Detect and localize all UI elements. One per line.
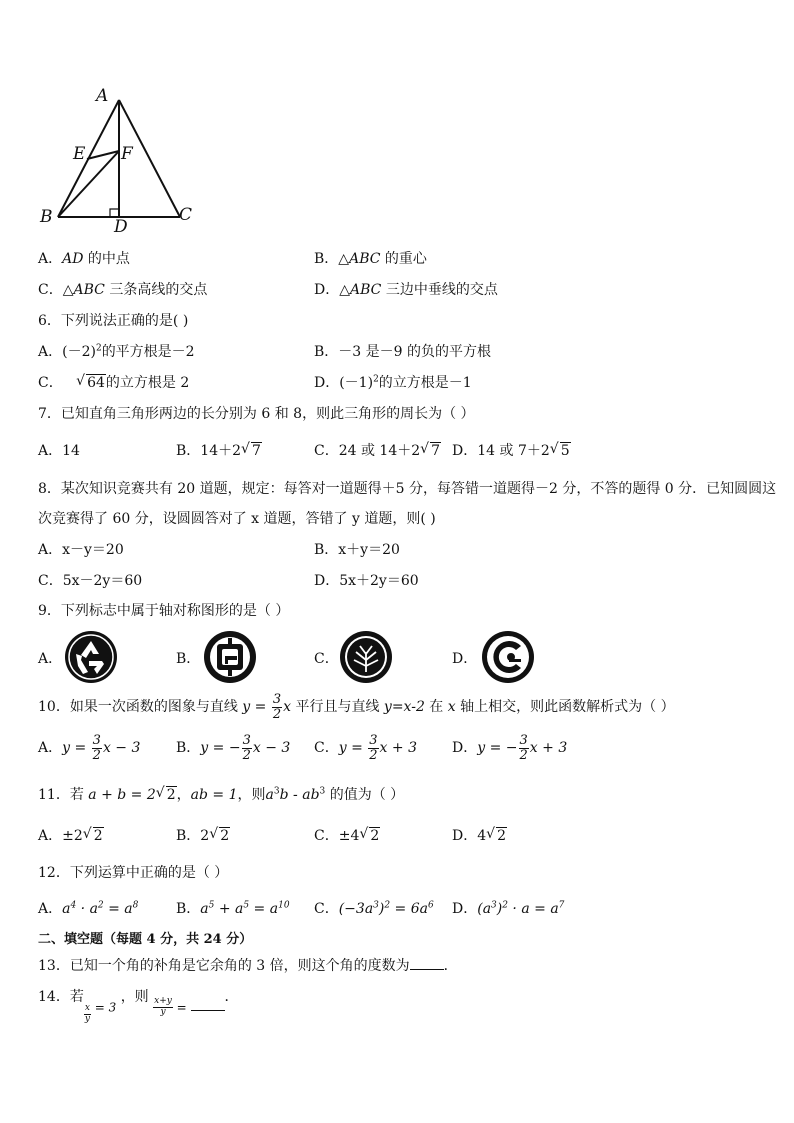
- denominator: y: [84, 1013, 90, 1024]
- option-label: D．: [452, 901, 478, 917]
- option-text: 的立方根是－1: [378, 375, 472, 391]
- figure-label-c: C: [179, 205, 193, 225]
- radicand: 2: [497, 828, 507, 844]
- stem-text: 的值为（ ）: [325, 787, 405, 803]
- q12-option-a: [38, 902, 138, 916]
- q12-option-d: [452, 902, 564, 916]
- exponent: 7: [558, 900, 565, 911]
- sqrt-symbol: [421, 444, 441, 458]
- radicand: 7: [431, 443, 441, 459]
- option-text: D．14 或 7＋2: [452, 443, 550, 459]
- sqrt-symbol: [242, 444, 262, 458]
- option-math: a: [62, 901, 71, 917]
- stem-text: 平行且与直线: [291, 699, 384, 716]
- radicand: 5: [560, 443, 570, 459]
- option-label: C．: [38, 375, 63, 391]
- stem-text: ．: [224, 989, 239, 1005]
- stem-math: x: [283, 699, 292, 716]
- q11-option-d: [452, 829, 507, 843]
- q5-option-b: [314, 252, 427, 266]
- q6-stem: 6．下列说法正确的是( ): [38, 313, 189, 329]
- stem-math: = 3: [90, 1000, 117, 1015]
- option-math: ): [496, 901, 503, 917]
- answer-blank[interactable]: [410, 968, 444, 970]
- option-math: · a: [76, 901, 98, 917]
- exponent: 2: [502, 900, 508, 911]
- option-text: C．±4: [314, 828, 360, 844]
- q11-option-c: [314, 829, 380, 843]
- option-math: ): [378, 901, 385, 917]
- figure-label-f: F: [121, 144, 133, 164]
- stem-text: ．: [443, 958, 458, 974]
- c-shape-logo: [481, 630, 535, 684]
- exponent: 3: [491, 900, 497, 911]
- q7-option-c: [314, 444, 441, 458]
- option-math: y =: [62, 740, 91, 757]
- option-text: 的中点: [83, 251, 130, 267]
- radicand: 2: [370, 828, 380, 844]
- exponent: 8: [132, 900, 139, 911]
- stem-text: 11．若: [38, 787, 89, 803]
- sqrt-symbol: [77, 376, 106, 390]
- fraction: [242, 734, 252, 762]
- q5-option-c: [38, 283, 207, 297]
- figure-label-e: E: [73, 144, 86, 164]
- option-label: B．: [314, 251, 339, 267]
- option-math: = 6a: [390, 901, 428, 917]
- option-label: A．: [38, 740, 63, 757]
- recycling-logo: [64, 630, 118, 684]
- stem-math: x: [447, 699, 456, 716]
- q12-option-b: [176, 902, 290, 916]
- option-math: = a: [103, 901, 133, 917]
- option-math: y = −: [200, 740, 241, 757]
- q5-option-d: [314, 283, 498, 297]
- denominator: 2: [242, 747, 251, 763]
- q10-stem: [38, 693, 675, 721]
- q9-option-a-label: A．: [38, 651, 63, 667]
- stem-math: y=x-2: [383, 699, 425, 716]
- stem-math: =: [172, 1000, 191, 1015]
- q7-option-a: A．14: [38, 443, 80, 459]
- exponent: 10: [278, 900, 290, 911]
- q12-option-c: [314, 902, 434, 916]
- option-label: D．: [314, 282, 340, 298]
- exponent: 5: [208, 900, 215, 911]
- option-text: C．24 或 14＋2: [314, 443, 421, 459]
- q11-option-b: [176, 829, 230, 843]
- fraction: [153, 997, 173, 1018]
- q6-option-c: [38, 376, 189, 390]
- q8-option-b: B．x＋y＝20: [314, 542, 400, 558]
- stem-text: 14．若: [38, 989, 84, 1005]
- q6-option-a: [38, 345, 195, 359]
- denominator: 2: [369, 747, 378, 763]
- stem-text: 轴上相交，则此函数解析式为（ ）: [455, 699, 675, 716]
- option-label: C．: [314, 740, 339, 757]
- option-label: D．(－1): [314, 375, 374, 391]
- triangle-symbol: △: [338, 251, 350, 267]
- section-title: 二、填空题（每题 4 分，共 24 分）: [38, 932, 253, 947]
- option-math: y =: [338, 740, 368, 757]
- numerator: x: [84, 1003, 90, 1013]
- option-text: 三条高线的交点: [104, 282, 208, 298]
- bank-logo: [203, 630, 257, 684]
- exponent: 4: [70, 900, 77, 911]
- q5-option-a: [38, 252, 130, 266]
- fraction: [519, 734, 529, 762]
- triangle-symbol: △: [339, 282, 351, 298]
- radicand: 2: [220, 828, 230, 844]
- radicand: 7: [252, 443, 261, 459]
- fraction: [84, 1004, 91, 1025]
- radicand: 2: [166, 787, 176, 803]
- stem-text: ，则: [120, 989, 149, 1005]
- fraction: [368, 734, 378, 762]
- option-label: C．: [38, 282, 63, 298]
- option-text: B．14＋2: [176, 443, 242, 459]
- q9-option-b-label: B．: [176, 651, 201, 667]
- numerator: 3: [369, 733, 378, 748]
- radicand: 64: [87, 375, 105, 391]
- numerator: 3: [519, 733, 528, 748]
- option-math: (a: [477, 901, 492, 917]
- option-math: ABC: [350, 282, 382, 298]
- exponent: 6: [428, 900, 434, 911]
- q6-option-d: [314, 376, 472, 390]
- exponent: 2: [373, 374, 379, 385]
- exponent: 2: [97, 900, 104, 911]
- figure-label-d: D: [114, 217, 128, 237]
- stem-text: 13．已知一个角的补角是它余角的 3 倍，则这个角的度数为: [38, 958, 410, 974]
- numerator: 3: [272, 692, 282, 707]
- stem-text: ，: [176, 787, 191, 803]
- stem-text: ，则: [237, 787, 266, 803]
- option-math: AD: [62, 251, 84, 267]
- q7-option-b: [176, 444, 262, 458]
- q14-stem: [38, 990, 239, 1025]
- option-text: 的立方根是 2: [105, 375, 190, 391]
- sqrt-symbol: [487, 829, 507, 843]
- sqrt-symbol: [210, 829, 230, 843]
- sqrt-symbol: [360, 829, 380, 843]
- option-math: + a: [214, 901, 244, 917]
- option-math: ABC: [349, 251, 381, 267]
- emblem-logo: [339, 630, 393, 684]
- q8-option-a: A．x－y＝20: [38, 542, 124, 558]
- stem-math: a: [265, 787, 274, 803]
- option-math: · a = a: [507, 901, 559, 917]
- numerator: 3: [92, 733, 101, 748]
- q10-option-d: [452, 734, 567, 762]
- option-label: C．: [314, 901, 339, 917]
- stem-math: a + b = 2: [88, 787, 156, 803]
- numerator: 3: [242, 733, 251, 748]
- option-math: ABC: [73, 282, 105, 298]
- q10-option-b: [176, 734, 290, 762]
- option-text: 的重心: [380, 251, 427, 267]
- option-label: B．: [176, 740, 201, 757]
- denominator: 2: [519, 747, 528, 763]
- fraction: [92, 734, 102, 762]
- figure-label-b: B: [40, 207, 53, 227]
- exponent: 2: [95, 343, 102, 354]
- option-math: a: [200, 901, 209, 917]
- sqrt-symbol: [84, 829, 104, 843]
- exponent: 3: [373, 900, 379, 911]
- option-math: = a: [249, 901, 279, 917]
- exponent: 2: [384, 900, 391, 911]
- sqrt-symbol: [551, 444, 571, 458]
- stem-text: 10．如果一次函数的图象与直线: [38, 699, 243, 716]
- option-math: (−3a: [338, 901, 374, 917]
- denominator: y: [160, 1006, 166, 1017]
- stem-text: 在: [424, 699, 448, 716]
- option-math: x − 3: [102, 740, 141, 757]
- option-text: 的平方根是－2: [101, 344, 195, 360]
- numerator: x+y: [154, 996, 172, 1006]
- option-math: y = −: [477, 740, 518, 757]
- exponent: 3: [273, 786, 280, 797]
- option-text: 三边中垂线的交点: [381, 282, 498, 298]
- q7-option-d: [452, 444, 571, 458]
- q7-stem: 7．已知直角三角形两边的长分别为 6 和 8，则此三角形的周长为（ ）: [38, 406, 475, 422]
- option-label: A．: [38, 251, 63, 267]
- answer-blank[interactable]: [191, 1009, 225, 1011]
- q9-stem: 9．下列标志中属于轴对称图形的是（ ）: [38, 603, 290, 619]
- triangle-symbol: △: [62, 282, 74, 298]
- figure-label-a: A: [96, 86, 109, 106]
- option-math: x + 3: [379, 740, 417, 757]
- q8-option-d: D．5x＋2y＝60: [314, 573, 419, 589]
- denominator: 2: [272, 706, 282, 722]
- q6-option-b: B．－3 是－9 的负的平方根: [314, 344, 492, 360]
- stem-math: =: [250, 699, 271, 716]
- q9-option-c-label: C．: [314, 651, 339, 667]
- stem-math: b - ab: [279, 787, 320, 803]
- option-math: x − 3: [252, 740, 291, 757]
- q10-option-a: [38, 734, 140, 762]
- option-text: B．2: [176, 828, 210, 844]
- q8-option-c: C．5x－2y＝60: [38, 573, 143, 589]
- stem-math: ab = 1: [190, 787, 238, 803]
- sqrt-symbol: [157, 788, 177, 802]
- option-text: A．±2: [38, 828, 83, 844]
- q13-stem: [38, 959, 458, 973]
- q8-stem-line1: 8．某次知识竞赛共有 20 道题，规定：每答对一道题得＋5 分，每答错一道题得－2 分，不答的题得 0 分．已知圆圆这: [38, 481, 777, 497]
- q11-option-a: [38, 829, 104, 843]
- option-label: A．: [38, 901, 63, 917]
- q11-stem: [38, 788, 404, 802]
- q10-option-c: [314, 734, 417, 762]
- denominator: 2: [92, 747, 101, 763]
- fraction: [272, 693, 282, 721]
- stem-math: y: [242, 699, 251, 716]
- option-label: B．: [176, 901, 201, 917]
- radicand: 2: [93, 828, 103, 844]
- option-text: D．4: [452, 828, 487, 844]
- option-math: x + 3: [529, 740, 568, 757]
- q12-stem: 12．下列运算中正确的是（ ）: [38, 865, 229, 881]
- option-label: A．(－2): [38, 344, 96, 360]
- q8-stem-line2: 次竞赛得了 60 分，设圆圆答对了 x 道题，答错了 y 道题，则( ): [38, 511, 436, 527]
- option-label: D．: [452, 740, 478, 757]
- q9-option-d-label: D．: [452, 651, 478, 667]
- exponent: 3: [319, 786, 326, 797]
- exponent: 5: [243, 900, 250, 911]
